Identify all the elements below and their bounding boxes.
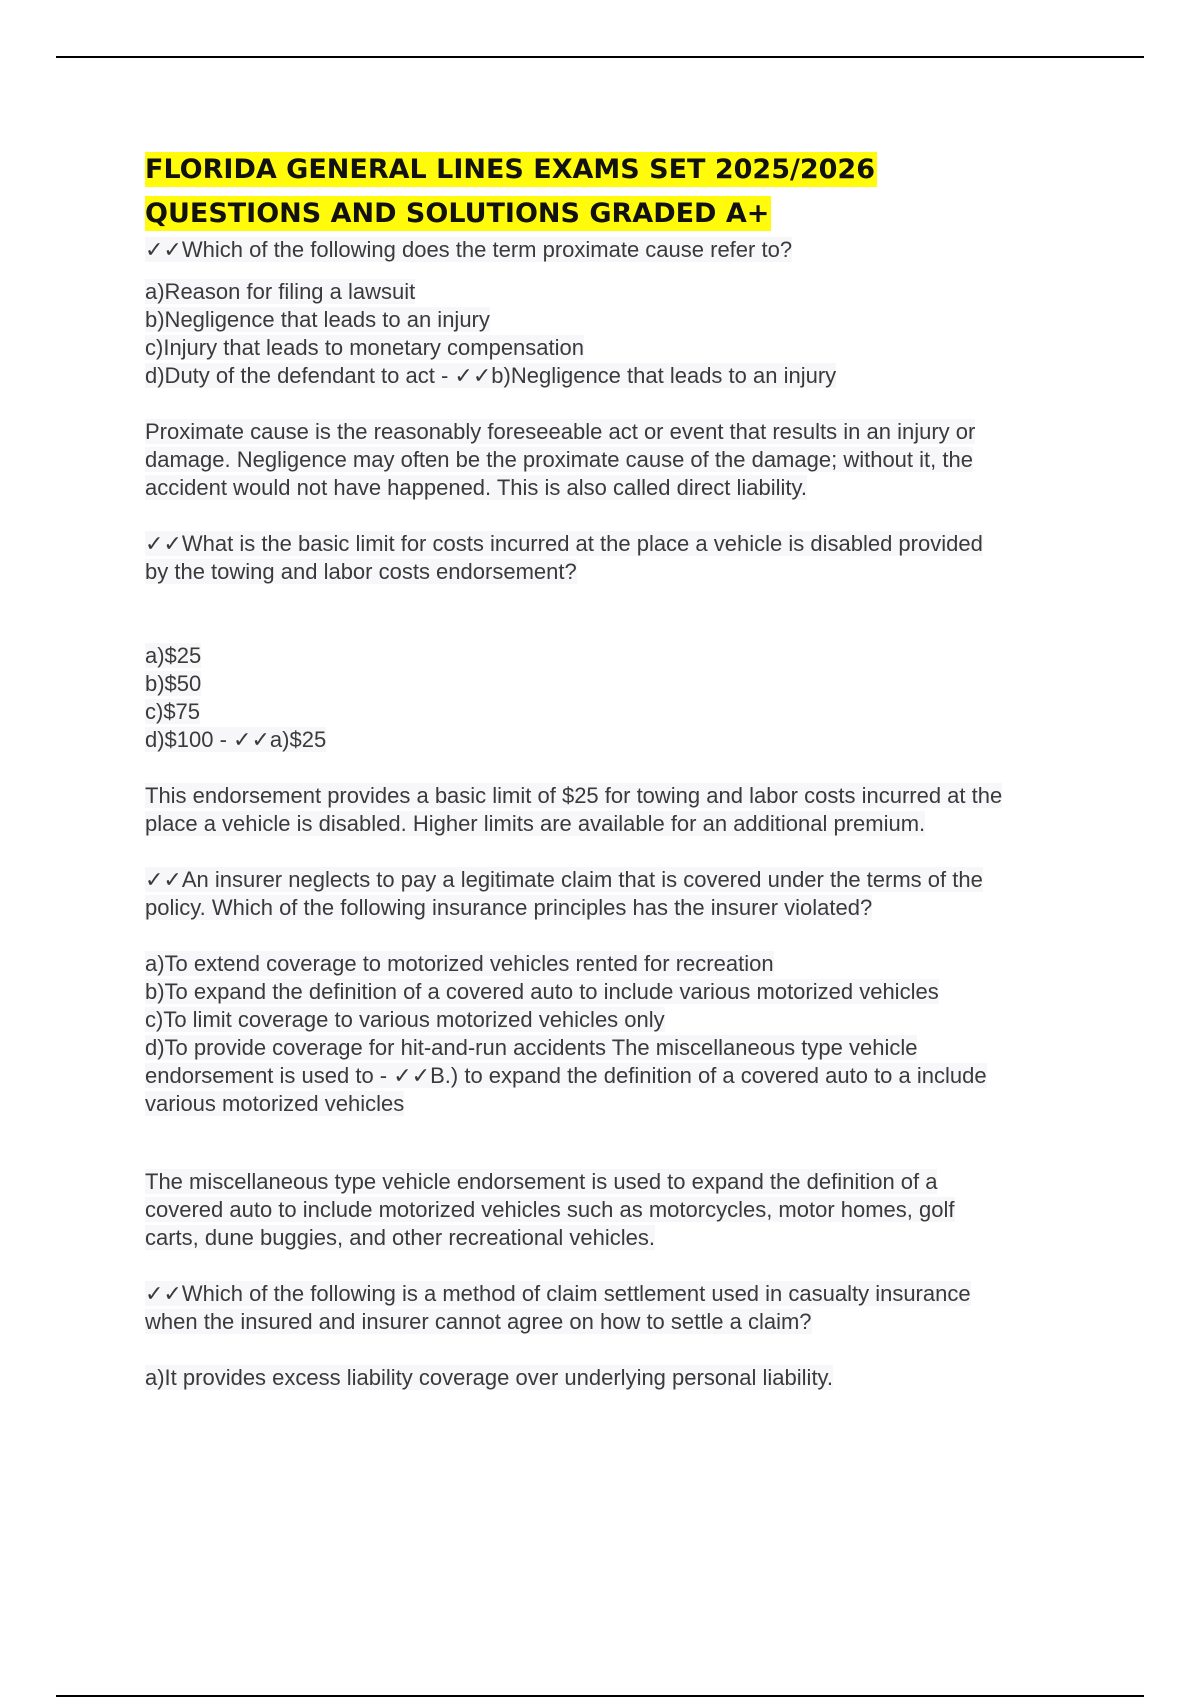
document-title — [145, 148, 1095, 236]
top-rule — [56, 56, 1144, 58]
q2-explanation-line: place a vehicle is disabled. Higher limits are available for an additional premium. — [145, 811, 926, 836]
q1-explanation-line: Proximate cause is the reasonably foreseeable act or event that results in an injury or — [145, 419, 976, 444]
question-3-cont: policy. Which of the following insurance principles has the insurer violated? — [145, 895, 873, 920]
q2-option-c: c)$75 — [145, 699, 201, 724]
document-body — [145, 148, 1095, 1392]
q1-option-a: a)Reason for filing a lawsuit — [145, 279, 416, 304]
title-line-1: FLORIDA GENERAL LINES EXAMS SET 2025/2026 — [145, 154, 875, 185]
question-2: ✓✓What is the basic limit for costs incurred at the place a vehicle is disabled provided — [145, 531, 983, 556]
question-2-cont: by the towing and labor costs endorsement? — [145, 559, 577, 584]
q3-answer-cont: various motorized vehicles — [145, 1091, 405, 1116]
q4-option-a: a)It provides excess liability coverage over underlying personal liability. — [145, 1365, 834, 1390]
title-line-2: QUESTIONS AND SOLUTIONS GRADED A+ — [145, 198, 770, 229]
q3-option-d: d)To provide coverage for hit-and-run accidents The miscellaneous type vehicle — [145, 1035, 918, 1060]
q1-explanation-line: damage. Negligence may often be the proximate cause of the damage; without it, the — [145, 447, 973, 472]
q2-option-d-answer: d)$100 - ✓✓a)$25 — [145, 727, 327, 752]
question-4-cont: when the insured and insurer cannot agree on how to settle a claim? — [145, 1309, 812, 1334]
q1-option-b: b)Negligence that leads to an injury — [145, 307, 490, 332]
question-4: ✓✓Which of the following is a method of claim settlement used in casualty insurance — [145, 1281, 971, 1306]
q1-explanation-line: accident would not have happened. This is also called direct liability. — [145, 475, 808, 500]
q3-option-a: a)To extend coverage to motorized vehicles rented for recreation — [145, 951, 774, 976]
q2-explanation-line: This endorsement provides a basic limit of $25 for towing and labor costs incurred at the — [145, 783, 1003, 808]
q3-explanation-line: The miscellaneous type vehicle endorsement is used to expand the definition of a — [145, 1169, 938, 1194]
question-1: ✓✓Which of the following does the term proximate cause refer to? — [145, 237, 793, 262]
q2-option-b: b)$50 — [145, 671, 202, 696]
q3-explanation-line: covered auto to include motorized vehicles such as motorcycles, motor homes, golf — [145, 1197, 955, 1222]
q1-option-c: c)Injury that leads to monetary compensation — [145, 335, 585, 360]
q3-answer: endorsement is used to - ✓✓B.) to expand the definition of a covered auto to a include — [145, 1063, 987, 1088]
q1-option-d-answer: d)Duty of the defendant to act - ✓✓b)Negligence that leads to an injury — [145, 363, 837, 388]
question-3: ✓✓An insurer neglects to pay a legitimate claim that is covered under the terms of the — [145, 867, 983, 892]
bottom-rule — [56, 1695, 1144, 1697]
q3-option-b: b)To expand the definition of a covered auto to include various motorized vehicles — [145, 979, 939, 1004]
q2-option-a: a)$25 — [145, 643, 202, 668]
q3-explanation-line: carts, dune buggies, and other recreational vehicles. — [145, 1225, 655, 1250]
q3-option-c: c)To limit coverage to various motorized vehicles only — [145, 1007, 665, 1032]
